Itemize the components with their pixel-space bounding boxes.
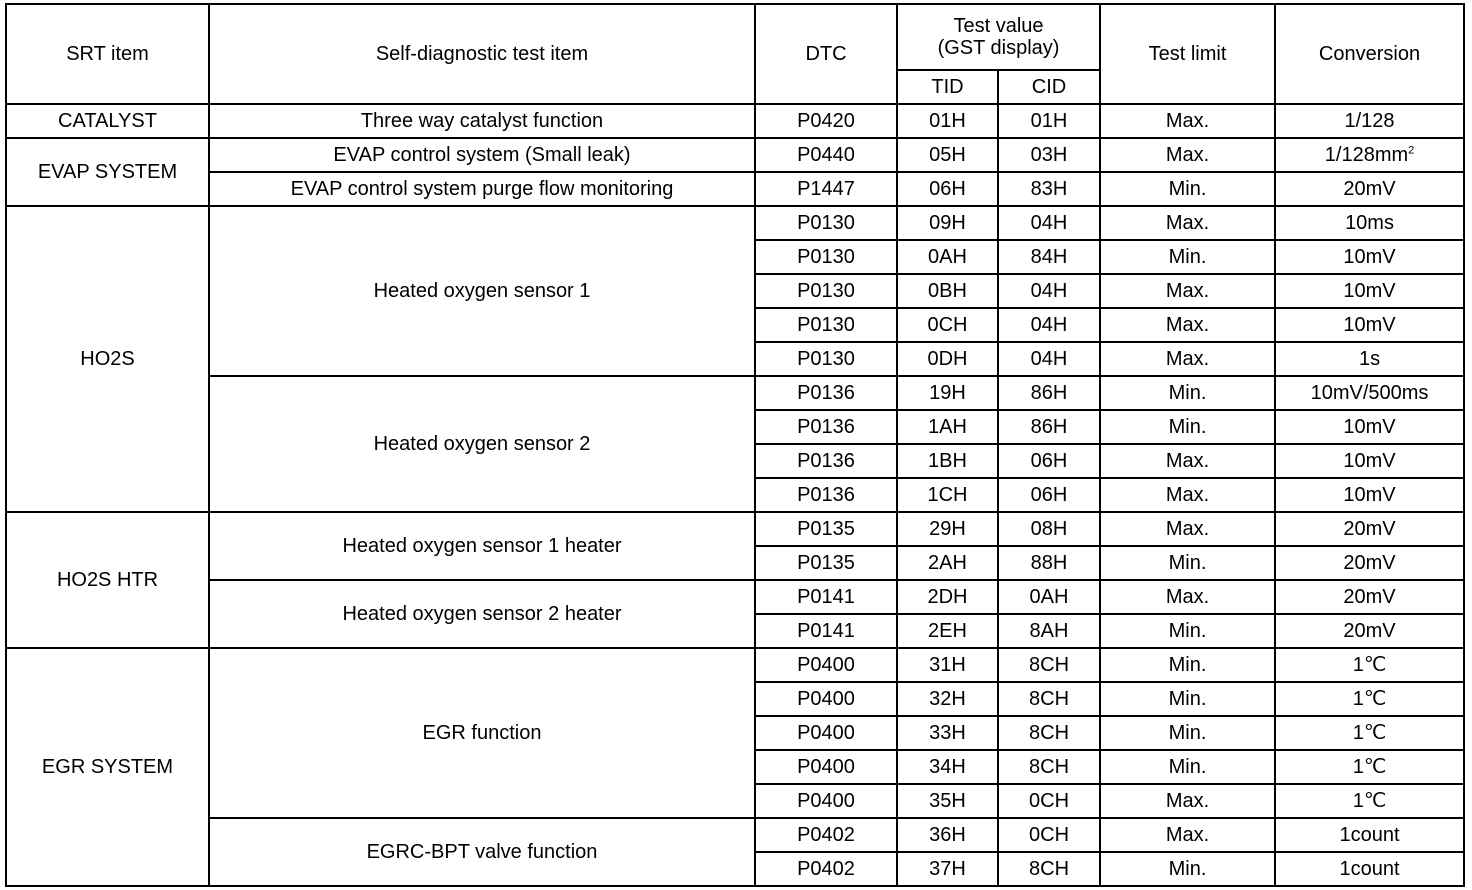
test-item-cell: EVAP control system purge flow monitoring <box>209 172 755 206</box>
conversion-cell: 20mV <box>1275 546 1464 580</box>
table-row <box>6 104 1464 138</box>
test-limit-cell: Max. <box>1100 308 1275 342</box>
dtc-cell: P0135 <box>755 546 897 580</box>
test-item-cell: Heated oxygen sensor 2 heater <box>209 580 755 648</box>
tid-cell: 31H <box>897 648 998 682</box>
tid-cell: 0AH <box>897 240 998 274</box>
conversion-cell: 20mV <box>1275 512 1464 546</box>
conversion-cell: 20mV <box>1275 614 1464 648</box>
srt-item-cell: EVAP SYSTEM <box>6 138 209 206</box>
dtc-cell: P0400 <box>755 682 897 716</box>
dtc-cell: P0141 <box>755 580 897 614</box>
cid-cell: 86H <box>998 410 1100 444</box>
header-test-value-line2: (GST display) <box>937 37 1060 59</box>
tid-cell: 36H <box>897 818 998 852</box>
tid-cell: 0DH <box>897 342 998 376</box>
tid-cell: 2DH <box>897 580 998 614</box>
cid-cell: 8AH <box>998 614 1100 648</box>
cid-cell: 04H <box>998 342 1100 376</box>
dtc-cell: P0136 <box>755 376 897 410</box>
test-limit-cell: Max. <box>1100 104 1275 138</box>
conversion-superscript: 2 <box>1408 144 1415 157</box>
tid-cell: 33H <box>897 716 998 750</box>
cid-cell: 8CH <box>998 852 1100 886</box>
tid-cell: 1CH <box>897 478 998 512</box>
header-tid: TID <box>897 70 998 104</box>
test-item-cell: Heated oxygen sensor 2 <box>209 376 755 512</box>
test-item-cell: EVAP control system (Small leak) <box>209 138 755 172</box>
header-test-value-line1: Test value <box>953 15 1044 37</box>
dtc-cell: P0420 <box>755 104 897 138</box>
table-row <box>6 376 1464 410</box>
tid-cell: 37H <box>897 852 998 886</box>
test-limit-cell: Max. <box>1100 444 1275 478</box>
cid-cell: 08H <box>998 512 1100 546</box>
header-test-value <box>897 4 1100 70</box>
tid-cell: 0CH <box>897 308 998 342</box>
test-limit-cell: Max. <box>1100 818 1275 852</box>
test-limit-cell: Max. <box>1100 274 1275 308</box>
test-item-cell: Heated oxygen sensor 1 heater <box>209 512 755 580</box>
dtc-cell: P0400 <box>755 716 897 750</box>
cid-cell: 8CH <box>998 682 1100 716</box>
conversion-cell: 1count <box>1275 818 1464 852</box>
dtc-cell: P0136 <box>755 444 897 478</box>
header-srt-item: SRT item <box>6 4 209 104</box>
dtc-cell: P0402 <box>755 818 897 852</box>
conversion-cell: 10mV/500ms <box>1275 376 1464 410</box>
srt-item-cell: EGR SYSTEM <box>6 648 209 886</box>
dtc-cell: P0400 <box>755 750 897 784</box>
cid-cell: 01H <box>998 104 1100 138</box>
header-row <box>6 4 1464 70</box>
test-limit-cell: Max. <box>1100 580 1275 614</box>
table-row <box>6 206 1464 240</box>
test-limit-cell: Min. <box>1100 376 1275 410</box>
tid-cell: 2AH <box>897 546 998 580</box>
srt-item-cell: CATALYST <box>6 104 209 138</box>
conversion-cell: 10mV <box>1275 410 1464 444</box>
cid-cell: 06H <box>998 444 1100 478</box>
test-limit-cell: Min. <box>1100 240 1275 274</box>
tid-cell: 0BH <box>897 274 998 308</box>
cid-cell: 03H <box>998 138 1100 172</box>
test-item-cell: Three way catalyst function <box>209 104 755 138</box>
dtc-cell: P0440 <box>755 138 897 172</box>
conversion-cell: 1count <box>1275 852 1464 886</box>
table-row <box>6 580 1464 614</box>
conversion-cell: 1℃ <box>1275 750 1464 784</box>
header-test-limit: Test limit <box>1100 4 1275 104</box>
conversion-cell <box>1275 138 1464 172</box>
dtc-cell: P0135 <box>755 512 897 546</box>
table-body <box>6 4 1464 886</box>
table-row <box>6 648 1464 682</box>
test-limit-cell: Min. <box>1100 750 1275 784</box>
table-row <box>6 818 1464 852</box>
test-limit-cell: Min. <box>1100 172 1275 206</box>
conversion-cell: 20mV <box>1275 172 1464 206</box>
cid-cell: 04H <box>998 308 1100 342</box>
cid-cell: 0AH <box>998 580 1100 614</box>
conversion-cell: 10mV <box>1275 308 1464 342</box>
test-limit-cell: Min. <box>1100 682 1275 716</box>
tid-cell: 06H <box>897 172 998 206</box>
tid-cell: 35H <box>897 784 998 818</box>
conversion-cell: 10mV <box>1275 478 1464 512</box>
header-dtc: DTC <box>755 4 897 104</box>
test-limit-cell: Min. <box>1100 546 1275 580</box>
conversion-cell: 1℃ <box>1275 682 1464 716</box>
dtc-cell: P0130 <box>755 308 897 342</box>
dtc-cell: P0130 <box>755 240 897 274</box>
cid-cell: 8CH <box>998 750 1100 784</box>
cid-cell: 83H <box>998 172 1100 206</box>
dtc-cell: P1447 <box>755 172 897 206</box>
tid-cell: 32H <box>897 682 998 716</box>
dtc-cell: P0136 <box>755 478 897 512</box>
tid-cell: 19H <box>897 376 998 410</box>
table-row <box>6 138 1464 172</box>
dtc-cell: P0130 <box>755 342 897 376</box>
tid-cell: 1BH <box>897 444 998 478</box>
tid-cell: 05H <box>897 138 998 172</box>
test-limit-cell: Max. <box>1100 206 1275 240</box>
dtc-cell: P0136 <box>755 410 897 444</box>
cid-cell: 0CH <box>998 818 1100 852</box>
conversion-cell: 1℃ <box>1275 784 1464 818</box>
test-limit-cell: Min. <box>1100 614 1275 648</box>
header-self-diagnostic-test-item: Self-diagnostic test item <box>209 4 755 104</box>
test-item-cell: EGR function <box>209 648 755 818</box>
tid-cell: 2EH <box>897 614 998 648</box>
table-row <box>6 512 1464 546</box>
tid-cell: 29H <box>897 512 998 546</box>
test-limit-cell: Max. <box>1100 478 1275 512</box>
tid-cell: 01H <box>897 104 998 138</box>
test-limit-cell: Max. <box>1100 784 1275 818</box>
conversion-value: 1/128mm <box>1324 144 1409 166</box>
test-limit-cell: Min. <box>1100 852 1275 886</box>
srt-item-cell: HO2S <box>6 206 209 512</box>
conversion-cell: 1/128 <box>1275 104 1464 138</box>
conversion-cell: 1℃ <box>1275 648 1464 682</box>
dtc-cell: P0130 <box>755 274 897 308</box>
cid-cell: 04H <box>998 206 1100 240</box>
cid-cell: 04H <box>998 274 1100 308</box>
test-limit-cell: Max. <box>1100 138 1275 172</box>
test-limit-cell: Min. <box>1100 410 1275 444</box>
test-limit-cell: Max. <box>1100 512 1275 546</box>
conversion-cell: 20mV <box>1275 580 1464 614</box>
cid-cell: 86H <box>998 376 1100 410</box>
cid-cell: 8CH <box>998 716 1100 750</box>
dtc-cell: P0402 <box>755 852 897 886</box>
test-item-cell: Heated oxygen sensor 1 <box>209 206 755 376</box>
conversion-cell: 1℃ <box>1275 716 1464 750</box>
test-limit-cell: Min. <box>1100 716 1275 750</box>
table-row <box>6 172 1464 206</box>
conversion-cell: 10mV <box>1275 444 1464 478</box>
dtc-cell: P0141 <box>755 614 897 648</box>
tid-cell: 09H <box>897 206 998 240</box>
test-limit-cell: Max. <box>1100 342 1275 376</box>
conversion-cell: 1s <box>1275 342 1464 376</box>
conversion-cell: 10mV <box>1275 240 1464 274</box>
conversion-cell: 10mV <box>1275 274 1464 308</box>
conversion-cell: 10ms <box>1275 206 1464 240</box>
header-conversion: Conversion <box>1275 4 1464 104</box>
srt-item-cell: HO2S HTR <box>6 512 209 648</box>
dtc-cell: P0130 <box>755 206 897 240</box>
cid-cell: 0CH <box>998 784 1100 818</box>
tid-cell: 34H <box>897 750 998 784</box>
cid-cell: 88H <box>998 546 1100 580</box>
srt-diagnostic-table <box>5 3 1465 887</box>
cid-cell: 8CH <box>998 648 1100 682</box>
test-limit-cell: Min. <box>1100 648 1275 682</box>
dtc-cell: P0400 <box>755 784 897 818</box>
cid-cell: 06H <box>998 478 1100 512</box>
header-cid: CID <box>998 70 1100 104</box>
test-item-cell: EGRC-BPT valve function <box>209 818 755 886</box>
tid-cell: 1AH <box>897 410 998 444</box>
dtc-cell: P0400 <box>755 648 897 682</box>
cid-cell: 84H <box>998 240 1100 274</box>
